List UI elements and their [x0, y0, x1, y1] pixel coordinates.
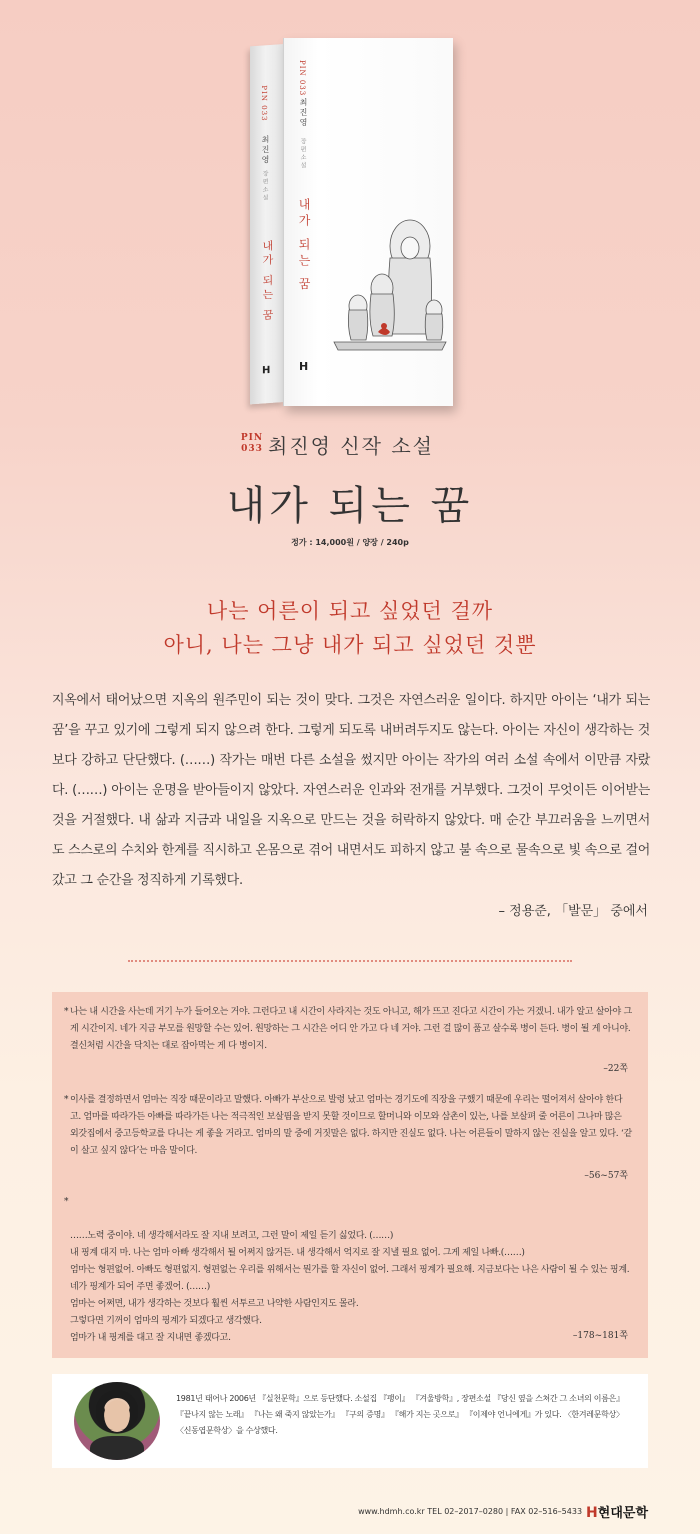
series-mark: [240, 433, 264, 455]
author-line: 최진영 신작 소설: [268, 434, 434, 458]
headline-line-1: 나는 어른이 되고 싶었던 걸까: [206, 599, 494, 623]
quote-3-page: –178~181쪽: [572, 1331, 628, 1341]
author-bio: 1981년 태어나 2006년 『실천문학』으로 등단했다. 소설집 『팽이』 『겨울방학』, 장편소설 『당신 옆을 스쳐간 그 소녀의 이름은』 『끝나지 않는 노래』 『나는 왜 죽지 않았는가』 『구의 증명』 『해가 지는 곳으로』 『이제야 언니에게』가 있다. 〈한겨레문학상〉 〈신동엽문학상〉을 수상했다.: [176, 1394, 624, 1435]
author-photo: [74, 1382, 160, 1460]
author-profile: [52, 1374, 648, 1468]
review-excerpt: 지옥에서 태어났으면 지옥의 원주민이 되는 것이 맞다. 그것은 자연스러운 일이다. 하지만 아이는 ‘내가 되는 꿈’을 꾸고 있기에 그렇게 되지 않으려 한다. 그렇게 되도록 내버려두지도 않는다. 아이는 자신이 생각하는 것보다 강하고 단단했다. (……) 작가는 매번 다른 소설을 썼지만 아이는 작가의 여러 소설 속에서 이만큼 자랐다. (……) 아이는 운명을 받아들이지 않았다. 자연스러운 인과와 전개를 거부했다. 그것이 무엇이든 이어받는 것을 거절했다. 내 삶과 지금과 내일을 지옥으로 만드는 것을 허락하지 않았다. 매 순간 부끄러움을 느끼면서도 스스로의 수치와 한계를 직시하고 온몸으로 겪어 내면서도 피하지 않고 불 속으로 물속으로 빛 속으로 걸어갔고 그 순간을 정직하게 기록했다.: [52, 693, 650, 888]
quote-3-bullet: *: [64, 1197, 69, 1207]
book-spine: [250, 44, 284, 404]
cover-title: 내가 되는 꿈: [297, 198, 311, 294]
quote-1-page: –22쪽: [603, 1064, 628, 1074]
cover-series: PIN 033: [298, 60, 306, 97]
price-info: 정가 : 14,000원 / 양장 / 240p: [291, 538, 409, 547]
dotted-divider: [128, 960, 572, 962]
headline: [0, 594, 700, 662]
spine-publisher-logo: H: [262, 364, 271, 377]
quote-3-text: ……노력 중이야. 네 생각해서라도 잘 지내 보려고, 그런 말이 제일 듣기 싫었다. (……) 내 핑계 대지 마. 나는 엄마 아빠 생각해서 될 어쩌지 않거든. 내 생각해서 억지로 잘 지낼 필요 없어. 그게 제일 나빠.(……) 엄마는 형편없어. 아빠도 형편없지. 형편없는 우리를 위해서는 뭔가를 할 자신이 없어. 그래서 핑계가 필요해. 지금보다는 나은 사람이 될 수 있는 핑계. 네가 핑계가 되어 주면 좋겠어. (……) 엄마는 어쩌면, 내가 생각하는 것보다 훨씬 서투르고 나약한 사람인지도 몰라. 그렇다면 기꺼이 엄마의 핑계가 되겠다고 생각했다. 엄마가 내 핑계를 대고 잘 지내면 좋겠다고.: [70, 1231, 630, 1343]
spine-subtitle: 장편소설: [261, 170, 268, 203]
quote-3: [64, 1194, 632, 1347]
quote-1-text: 나는 내 시간을 사는데 거기 누가 들어오는 거야. 그런다고 내 시간이 사라지는 것도 아니고, 해가 뜨고 진다고 시간이 가는 거겠니. 내가 알고 살아야 그게 시간이지. 네가 지금 부모를 원망할 수는 있어. 원망하는 그 시간은 어디 안 가고 다 네 거야. 그런 걸 많이 품고 살수록 병이 든다. 병이 될 게 아니야. 결신처럼 시간을 닥치는 대로 잡아먹는 게 다 병이지.: [70, 1007, 632, 1051]
publisher-logo-text: 현대문학: [597, 1506, 648, 1521]
book-cover-image: [250, 38, 450, 408]
quote-2-text: 이사를 결정하면서 엄마는 직장 때문이라고 말했다. 아빠가 부산으로 발령 났고 엄마는 경기도에 직장을 구했기 때문에 우리는 떨어져서 살아야 한다고. 엄마를 따라가든 아빠를 따라가든 나는 적극적인 보살핌을 받지 못할 것이므로 할머니와 이모와 삼촌이 있는, 나를 보살펴 줄 어른이 그나마 많은 외갓집에서 중고등학교를 다니는 게 좋을 거라고. 엄마의 말 중에 거짓말은 없다. 하지만 진실도 없다. 나는 어른들이 말하지 않는 진실을 알고 있다. ‘같이 살고 싶지 않다’는 마음 말이다.: [70, 1095, 632, 1156]
quote-2-page: –56~57쪽: [584, 1171, 628, 1181]
matryoshka-illustration: [328, 214, 450, 354]
spine-title: 내가 되는 꿈: [261, 239, 274, 324]
quote-box: [52, 992, 648, 1358]
cover-publisher-logo: H: [299, 360, 309, 373]
publisher-contact: www.hdmh.co.kr TEL 02–2017–0280 | FAX 02–516–5433: [358, 1507, 583, 1516]
series-label: PIN: [240, 433, 264, 443]
footer: [358, 1502, 648, 1521]
spine-author: 최진영: [261, 134, 270, 166]
headline-line-2: 아니, 나는 그냥 내가 되고 싶었던 것뿐: [163, 633, 537, 657]
cover-subtitle: 장편소설: [299, 138, 306, 170]
quote-1-bullet: *: [64, 1007, 69, 1017]
publisher-logo-mark: H: [586, 1505, 598, 1521]
book-front-cover: [283, 38, 453, 406]
book-title: 내가 되는 꿈: [226, 483, 474, 529]
review-source: – 정용준, 「발문」 중에서: [498, 904, 648, 919]
publisher-logo: [586, 1502, 648, 1521]
series-number: 033: [241, 444, 263, 454]
quote-2: [64, 1092, 632, 1160]
quote-1: [64, 1004, 632, 1055]
spine-series: PIN 033: [260, 85, 268, 122]
cover-author: 최진영: [299, 98, 308, 128]
quote-2-bullet: *: [64, 1095, 69, 1105]
